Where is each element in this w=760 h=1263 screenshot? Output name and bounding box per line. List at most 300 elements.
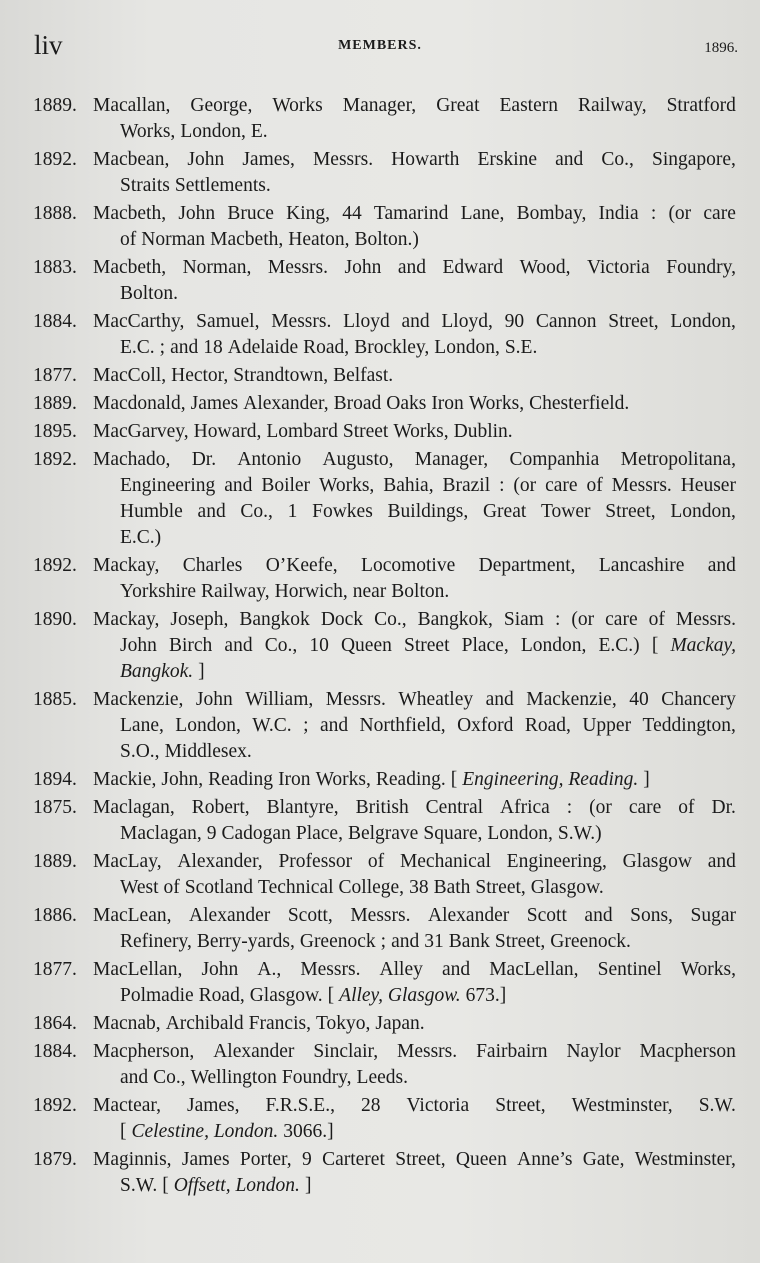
entry-line: [120, 173, 736, 199]
telegraphic-address: Mackay,: [670, 635, 736, 656]
entry-text: Co.,: [601, 149, 634, 170]
entry-text: MacLellan,: [489, 959, 579, 980]
entry-text: O’Keefe,: [265, 555, 338, 576]
entry-text: Dock: [320, 609, 364, 630]
entry-text: James,: [242, 149, 295, 170]
entry-text: 90: [504, 311, 525, 332]
member-entry: [0, 255, 760, 307]
entry-text: of: [367, 851, 385, 872]
election-year: 1875.: [33, 797, 77, 818]
election-year: 1886.: [33, 905, 77, 926]
entry-line: [93, 849, 736, 875]
entry-line: [120, 821, 736, 847]
entry-text: Macbeth,: [210, 229, 284, 250]
entry-text: 9: [206, 823, 217, 844]
entry-text: Charles: [182, 555, 243, 576]
entry-text: Francis,: [248, 1013, 311, 1034]
entry-text: Foundry,: [281, 1067, 352, 1088]
entry-text: MacCarthy,: [93, 311, 185, 332]
entry-text: Engineering: [120, 475, 216, 496]
entry-text: Street,: [494, 931, 546, 952]
election-year: 1883.: [33, 257, 77, 278]
entry-text: and: [401, 311, 430, 332]
entry-line: [93, 201, 736, 227]
entry-text: George,: [190, 95, 253, 116]
entry-text: Co.,: [153, 1067, 186, 1088]
entry-text: :: [650, 203, 657, 224]
entry-text: and: [707, 555, 736, 576]
entry-text: Macbeth,: [93, 257, 167, 278]
election-year: 1888.: [33, 203, 77, 224]
entry-line: [120, 875, 736, 901]
entry-text: and: [485, 689, 514, 710]
entry-text: Anne’s: [517, 1149, 573, 1170]
entry-text: Lombard: [266, 421, 338, 442]
election-year: 1890.: [33, 609, 77, 630]
entry-text: Engineering,: [506, 851, 607, 872]
entry-text: Manager,: [342, 95, 417, 116]
entry-text: Queen: [340, 635, 392, 656]
entry-text: London,: [670, 501, 736, 522]
entry-text: Locomotive: [361, 555, 456, 576]
entry-text: Wood,: [519, 257, 571, 278]
member-entry: [0, 93, 760, 145]
entry-text: MacColl,: [93, 365, 167, 386]
entry-text: John: [201, 959, 239, 980]
running-header: [0, 30, 760, 70]
entry-text: of: [678, 797, 695, 818]
entry-text: Messrs.: [300, 959, 361, 980]
election-year: 1889.: [33, 393, 77, 414]
entry-text: John: [344, 257, 382, 278]
entry-text: Glasgow: [622, 851, 692, 872]
entry-text: and: [197, 501, 226, 522]
entry-text: Westminster,: [634, 1149, 736, 1170]
entry-text: (or: [513, 475, 537, 496]
entry-text: London,: [670, 311, 736, 332]
entry-text: London,: [175, 715, 241, 736]
entry-text: Alexander: [189, 905, 271, 926]
entry-text: Iron: [278, 769, 311, 790]
entry-text: Macbeth,: [93, 203, 167, 224]
entry-text: ;: [159, 337, 166, 358]
election-year: 1884.: [33, 311, 77, 332]
entry-text: ;: [303, 715, 309, 736]
entry-text: Cannon: [535, 311, 597, 332]
entry-text: Maginnis,: [93, 1149, 172, 1170]
telegraphic-address: Alley, Glasgow.: [339, 985, 461, 1006]
entry-text: Howard,: [193, 421, 262, 442]
entry-text: Reading.: [375, 769, 446, 790]
entry-text: Sugar: [690, 905, 736, 926]
entry-line: [93, 93, 736, 119]
entry-text: 44: [342, 203, 362, 224]
entry-text: Street,: [608, 311, 659, 332]
entry-text: Great: [436, 95, 480, 116]
entry-text: Antonio: [237, 449, 302, 470]
entry-text: Macallan,: [93, 95, 171, 116]
entry-text: [: [327, 985, 335, 1006]
entry-text: James: [181, 1149, 230, 1170]
election-year: 1877.: [33, 365, 77, 386]
entry-text: Bolton.): [354, 229, 419, 250]
entry-text: Iron: [431, 393, 464, 414]
entry-text: of: [586, 475, 603, 496]
entry-line: [120, 119, 736, 145]
entry-text: Tamarind: [373, 203, 449, 224]
entry-text: 3066.]: [283, 1121, 334, 1142]
entry-text: Works: [272, 95, 323, 116]
entry-text: John: [187, 149, 225, 170]
entry-text: Place,: [461, 635, 509, 656]
entry-line: [93, 1093, 736, 1119]
entry-text: Boiler: [261, 475, 311, 496]
entry-text: and: [391, 931, 420, 952]
telegraphic-address: Engineering, Reading.: [462, 769, 639, 790]
entry-text: 40: [629, 689, 649, 710]
entry-text: Brockley,: [354, 337, 430, 358]
entry-text: Maclagan,: [120, 823, 202, 844]
entry-text: Railway,: [201, 581, 270, 602]
entry-text: and: [170, 337, 199, 358]
entry-text: Oaks: [386, 393, 427, 414]
entry-text: Macpherson: [639, 1041, 736, 1062]
entry-line: [93, 391, 736, 417]
entry-text: MacGarvey,: [93, 421, 189, 442]
member-entry: [0, 391, 760, 417]
entry-text: :: [554, 609, 561, 630]
entry-text: Works,: [393, 421, 449, 442]
entry-text: John: [120, 635, 157, 656]
election-year: 1892.: [33, 1095, 77, 1116]
entry-line: [120, 929, 736, 955]
entry-text: Cadogan: [221, 823, 291, 844]
entry-text: and: [397, 257, 426, 278]
entry-text: Alexander: [428, 905, 510, 926]
member-entry: [0, 1147, 760, 1199]
entry-text: Mechanical: [399, 851, 491, 872]
entry-line: [93, 309, 736, 335]
entry-text: Middlesex.: [164, 741, 252, 762]
entry-text: Dr.: [191, 449, 217, 470]
entry-text: Lloyd,: [441, 311, 493, 332]
entry-text: Leeds.: [356, 1067, 408, 1088]
member-entry: [0, 687, 760, 765]
entry-text: Augusto,: [322, 449, 394, 470]
entry-line: [93, 1039, 736, 1065]
entry-text: and: [555, 149, 584, 170]
entry-line: [120, 473, 736, 499]
entry-line: [120, 281, 736, 307]
member-entry: [0, 147, 760, 199]
entry-text: Archibald: [165, 1013, 244, 1034]
entry-line: [93, 363, 736, 389]
entry-text: Stratford: [666, 95, 736, 116]
entry-text: ]: [198, 661, 205, 682]
entry-text: Carteret: [322, 1149, 385, 1170]
election-year: 1892.: [33, 149, 77, 170]
entry-text: and: [441, 959, 471, 980]
entry-line: [120, 1119, 736, 1145]
entry-text: Foundry,: [666, 257, 736, 278]
entry-line: [120, 1173, 736, 1199]
entry-text: Scott: [526, 905, 567, 926]
entry-text: Joseph,: [170, 609, 229, 630]
entry-text: care: [703, 203, 736, 224]
entry-text: W.C.: [252, 715, 292, 736]
entry-text: (or: [668, 203, 692, 224]
entry-text: Maclagan,: [93, 797, 175, 818]
entry-text: 38: [409, 877, 429, 898]
member-entry: [0, 607, 760, 685]
member-entry: [0, 201, 760, 253]
entry-line: [93, 1011, 736, 1037]
entry-text: Upper: [582, 715, 632, 736]
entry-text: S.W.: [120, 1175, 158, 1196]
entry-text: Eastern: [499, 95, 558, 116]
entry-text: Birch: [168, 635, 213, 656]
entry-text: Road,: [303, 337, 350, 358]
entry-text: Road,: [198, 985, 245, 1006]
entry-text: S.O.,: [120, 741, 160, 762]
entry-text: of: [120, 229, 137, 250]
entry-text: London,: [434, 337, 500, 358]
entry-text: Blantyre,: [266, 797, 339, 818]
entry-text: Professor: [278, 851, 353, 872]
entry-text: 9: [301, 1149, 312, 1170]
entry-text: 1: [287, 501, 298, 522]
entry-text: Buildings,: [387, 501, 469, 522]
entry-text: Brazil: [442, 475, 491, 496]
entry-text: Street,: [605, 501, 656, 522]
entry-text: Messrs.: [397, 1041, 458, 1062]
entry-text: Robert,: [191, 797, 250, 818]
entry-text: Wheatley: [398, 689, 474, 710]
entry-text: Bolton.: [120, 283, 178, 304]
entry-text: Department,: [478, 555, 576, 576]
entry-text: Machado,: [93, 449, 171, 470]
entry-text: Strandtown,: [233, 365, 329, 386]
election-year: 1892.: [33, 449, 77, 470]
entry-text: ]: [643, 769, 650, 790]
entry-text: Macpherson,: [93, 1041, 195, 1062]
entry-text: care: [545, 475, 578, 496]
entry-text: Broad: [333, 393, 382, 414]
telegraphic-address: Celestine, London.: [131, 1121, 279, 1142]
entry-text: Belfast.: [333, 365, 394, 386]
entry-line: [93, 903, 736, 929]
entry-text: S.W.): [557, 823, 602, 844]
entry-text: London,: [520, 635, 587, 656]
members-list: [0, 93, 760, 1201]
entry-text: 10: [309, 635, 329, 656]
entry-text: S.E.: [504, 337, 538, 358]
entry-line: [120, 739, 736, 765]
election-year: 1864.: [33, 1013, 77, 1034]
entry-text: Mackie,: [93, 769, 157, 790]
entry-text: Yorkshire: [120, 581, 197, 602]
entry-line: [93, 767, 736, 793]
entry-text: Manager,: [414, 449, 489, 470]
entry-text: College,: [338, 877, 405, 898]
entry-text: F.R.S.E.,: [265, 1095, 335, 1116]
telegraphic-address: Bangkok.: [120, 661, 194, 682]
entry-text: Messrs.: [312, 149, 374, 170]
entry-text: Sentinel: [597, 959, 662, 980]
entry-text: and: [319, 715, 349, 736]
entry-text: Mackenzie,: [93, 689, 184, 710]
entry-text: James,: [186, 1095, 240, 1116]
entry-text: Dublin.: [453, 421, 513, 442]
entry-text: Street,: [395, 1149, 446, 1170]
entry-text: (or: [589, 797, 612, 818]
entry-text: and: [584, 905, 613, 926]
entry-text: ]: [304, 1175, 312, 1196]
member-entry: [0, 795, 760, 847]
entry-text: Straits: [120, 175, 170, 196]
entry-text: Works,: [468, 393, 525, 414]
entry-text: Messrs.: [611, 475, 672, 496]
entry-text: Victoria: [406, 1095, 470, 1116]
entry-text: West: [120, 877, 159, 898]
entry-text: Messrs.: [267, 257, 328, 278]
member-entry: [0, 957, 760, 1009]
entry-line: [93, 447, 736, 473]
entry-text: [: [450, 769, 458, 790]
entry-text: Porter,: [239, 1149, 292, 1170]
entry-text: London,: [487, 823, 553, 844]
entry-text: Mackay,: [93, 609, 160, 630]
entry-text: John,: [161, 769, 204, 790]
entry-text: Bangkok,: [417, 609, 493, 630]
member-entry: [0, 1093, 760, 1145]
entry-text: (or: [571, 609, 595, 630]
entry-text: Adelaide: [227, 337, 299, 358]
entry-text: Works,: [680, 959, 736, 980]
entry-text: Works,: [315, 769, 371, 790]
entry-line: [120, 633, 736, 659]
entry-line: [120, 499, 736, 525]
entry-text: Greenock.: [550, 931, 631, 952]
entry-text: Works,: [120, 121, 176, 142]
entry-text: Erskine: [477, 149, 538, 170]
entry-text: Queen: [455, 1149, 507, 1170]
entry-text: Sons,: [630, 905, 673, 926]
entry-text: and: [120, 1067, 149, 1088]
entry-line: [120, 579, 736, 605]
page-number: liv: [34, 30, 63, 60]
entry-line: [93, 553, 736, 579]
entry-text: :: [499, 475, 505, 496]
entry-text: Fowkes: [312, 501, 373, 522]
election-year: 1884.: [33, 1041, 77, 1062]
member-entry: [0, 849, 760, 901]
entry-text: Lancashire: [598, 555, 685, 576]
member-entry: [0, 767, 760, 793]
entry-text: Alexander,: [243, 393, 329, 414]
entry-line: [120, 1065, 736, 1091]
election-year: 1877.: [33, 959, 77, 980]
entry-text: 18: [203, 337, 223, 358]
entry-text: Siam: [503, 609, 544, 630]
entry-text: Works,: [318, 475, 375, 496]
election-year: 1889.: [33, 95, 77, 116]
entry-text: Refinery,: [120, 931, 192, 952]
member-entry: [0, 363, 760, 389]
entry-text: MacLellan,: [93, 959, 183, 980]
entry-text: Bombay,: [516, 203, 587, 224]
entry-text: Dr.: [711, 797, 736, 818]
entry-text: Glasgow.: [530, 877, 604, 898]
entry-text: Howarth: [391, 149, 460, 170]
entry-text: Street,: [495, 1095, 546, 1116]
entry-text: Messrs.: [350, 905, 411, 926]
member-entry: [0, 1011, 760, 1037]
entry-text: Square,: [423, 823, 483, 844]
entry-text: Belgrave: [347, 823, 419, 844]
entry-text: Polmadie: [120, 985, 194, 1006]
entry-text: Alexander: [213, 1041, 295, 1062]
entry-text: Settlements.: [174, 175, 271, 196]
entry-text: [: [120, 1121, 127, 1142]
entry-text: Horwich,: [274, 581, 348, 602]
entry-text: Co.,: [374, 609, 407, 630]
entry-text: of: [163, 877, 180, 898]
entry-text: Macnab,: [93, 1013, 161, 1034]
entry-text: Heuser: [680, 475, 736, 496]
entry-text: Bahia,: [383, 475, 434, 496]
entry-text: Wellington: [190, 1067, 277, 1088]
entry-text: Tokyo,: [315, 1013, 371, 1034]
entry-text: British: [355, 797, 409, 818]
entry-text: :: [566, 797, 573, 818]
entry-text: Chesterfield.: [529, 393, 630, 414]
entry-text: John: [178, 203, 216, 224]
entry-text: 28: [360, 1095, 381, 1116]
election-year: 1894.: [33, 769, 77, 790]
entry-text: Central: [425, 797, 484, 818]
entry-text: near: [352, 581, 387, 602]
entry-text: Bank: [448, 931, 490, 952]
entry-line: [93, 419, 736, 445]
entry-text: Macdonald,: [93, 393, 186, 414]
entry-text: India: [598, 203, 639, 224]
entry-text: MacLay,: [93, 851, 162, 872]
entry-text: Street: [342, 421, 389, 442]
page-title: MEMBERS.: [338, 38, 422, 53]
entry-text: Mackay,: [93, 555, 160, 576]
entry-text: MacLean,: [93, 905, 172, 926]
entry-text: Norman,: [182, 257, 252, 278]
entry-line: [93, 687, 736, 713]
entry-text: E.C.): [598, 635, 640, 656]
entry-text: Singapore,: [651, 149, 736, 170]
entry-text: Messrs.: [271, 311, 332, 332]
entry-text: Naylor: [566, 1041, 621, 1062]
entry-text: Northfield,: [359, 715, 446, 736]
entry-text: care: [628, 797, 662, 818]
entry-text: Mactear,: [93, 1095, 161, 1116]
entry-text: King,: [286, 203, 330, 224]
entry-line: [120, 713, 736, 739]
member-entry: [0, 447, 760, 551]
member-entry: [0, 903, 760, 955]
entry-text: Westminster,: [571, 1095, 673, 1116]
entry-text: care: [605, 609, 638, 630]
entry-text: Oxford: [457, 715, 514, 736]
entry-text: [: [162, 1175, 169, 1196]
entry-text: E.: [250, 121, 268, 142]
